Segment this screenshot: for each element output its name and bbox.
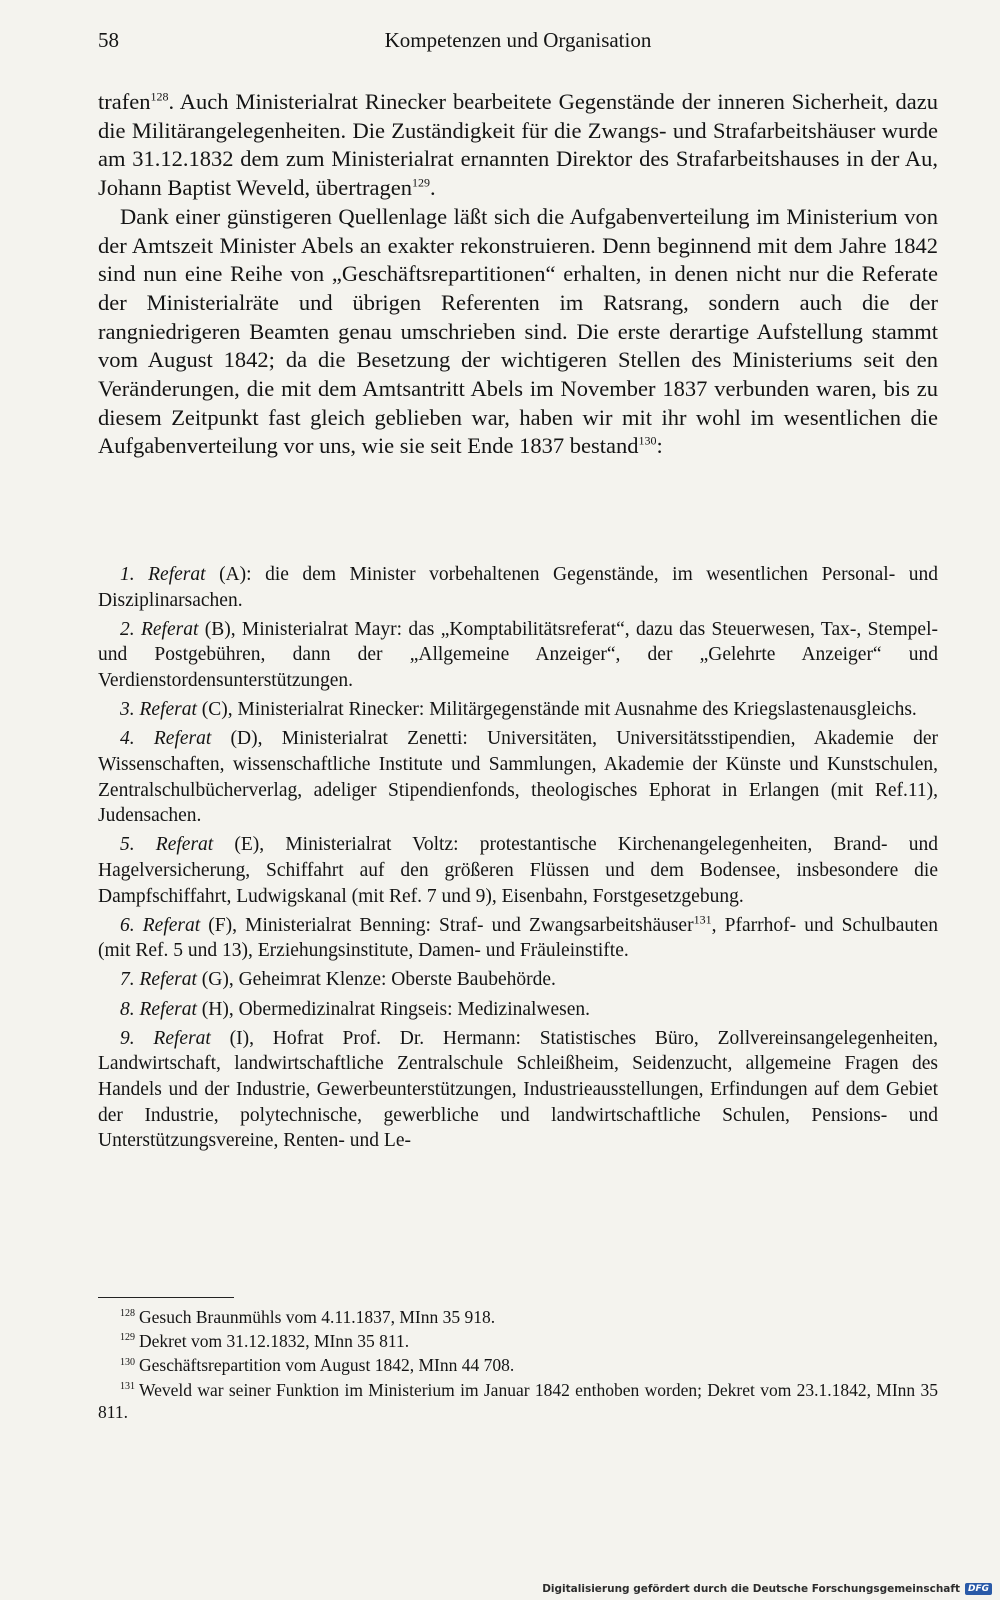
referat-label: 6. Referat <box>120 914 201 936</box>
body-text <box>98 88 938 461</box>
referat-label: 2. Referat <box>120 618 199 640</box>
referat-label: 4. Referat <box>120 728 212 750</box>
referat-item: 6. Referat (F), Ministerialrat Benning: Straf- und Zwangsarbeitshäuser$^{131}$, Pfarrhof- und Schulbauten (mit Ref. 5 und 13), Erziehungsinstitute, Damen- und Fräuleinstifte. <box>98 912 938 962</box>
dfg-logo-icon[interactable]: DFG <box>965 1583 992 1595</box>
referat-label: 9. Referat <box>120 1027 211 1049</box>
footnote-ref-131[interactable]: 131 <box>693 912 712 927</box>
footnote: $^{131}$ Weveld war seiner Funktion im Ministerium im Januar 1842 enthoben worden; Dekret vom 23.1.1842, MInn 35 811. <box>98 1379 938 1423</box>
referate-list <box>98 562 938 1157</box>
referat-item: 8. Referat (H), Obermedizinalrat Ringseis: Medizinalwesen. <box>120 998 591 1020</box>
attribution-text: Digitalisierung gefördert durch die Deutsche Forschungsgemeinschaft <box>542 1583 960 1595</box>
footnote-number: 130 <box>120 1356 135 1368</box>
footnote-ref-130[interactable]: 130 <box>638 433 657 448</box>
page-number: 58 <box>98 28 119 52</box>
paragraph-1: trafen$^{128}$. Auch Ministerialrat Rinecker bearbeitete Gegenstände der inneren Sicherheit, dazu die Militärangelegenheiten. Die Zuständigkeit für die Zwangs- und Strafarbeitshäuser wurde am 31.12.1832 dem zum Ministerialrat ernannten Direktor des Strafarbeitshauses in der Au, Johann Baptist Weveld, übertragen$^{129}$. <box>98 89 938 201</box>
footnote-divider <box>98 1297 234 1298</box>
referat-label: 1. Referat <box>120 564 206 585</box>
referat-label: 3. Referat <box>120 699 197 721</box>
footnotes <box>98 1306 938 1425</box>
referat-item: 3. Referat (C), Ministerialrat Rinecker: Militärgegenstände mit Ausnahme des Kriegslastenausgleichs. <box>120 699 917 721</box>
footnote-number: 129 <box>120 1332 135 1344</box>
footnote-number: 128 <box>120 1308 135 1320</box>
footnote: $^{129}$ Dekret vom 31.12.1832, MInn 35 811. <box>120 1331 410 1352</box>
referat-label: 5. Referat <box>120 834 214 856</box>
referat-label: 7. Referat <box>120 969 197 991</box>
footnote-ref-129[interactable]: 129 <box>411 175 430 190</box>
running-head <box>98 28 938 58</box>
footnote: $^{130}$ Geschäftsrepartition vom August 1842, MInn 44 708. <box>120 1355 515 1376</box>
referat-item: 2. Referat (B), Ministerialrat Mayr: das „Komptabilitätsreferat“, dazu das Steuerwesen, Tax-, Stempel- und Postgebühren, dann der „Allgemeine Anzeiger“, der „Gelehrte Anzeiger“ und Verdienstordensunterstützungen. <box>98 618 938 691</box>
page-title: Kompetenzen und Organisation <box>384 28 652 52</box>
referat-item: 4. Referat (D), Ministerialrat Zenetti: Universitäten, Universitätsstipendien, Akademie der Wissenschaften, wissenschaftliche Institute und Sammlungen, Akademie der Künste und Kunstschulen, Zentralschulbücherverlag, adeliger Stipendienfonds, theologisches Ephorat in Erlangen (mit Ref.11), Judensachen. <box>98 728 938 827</box>
referat-item: 7. Referat (G), Geheimrat Klenze: Oberste Baubehörde. <box>120 969 556 991</box>
referat-label: 8. Referat <box>120 998 197 1020</box>
footnote: $^{128}$ Gesuch Braunmühls vom 4.11.1837, MInn 35 918. <box>120 1307 496 1327</box>
footnote-ref-128[interactable]: 128 <box>150 89 169 104</box>
referat-item: 9. Referat (I), Hofrat Prof. Dr. Hermann: Statistisches Büro, Zollvereinsangelegenheiten, Landwirtschaft, landwirtschaftliche Zentralschule Schleißheim, Seidenzucht, allgemeine Fragen des Handels und der Industrie, Gewerbeunterstützungen, Industrieausstellungen, Erfindungen auf dem Gebiet der Industrie, polytechnische, gewerbliche und landwirtschaftliche Schulen, Pensions- und Unterstützungsvereine, Renten- und Le- <box>98 1027 938 1152</box>
footnote-number: 131 <box>120 1380 135 1392</box>
paragraph-2: Dank einer günstigeren Quellenlage läßt sich die Aufgabenverteilung im Ministerium von der Amtszeit Minister Abels an exakter rekonstruieren. Denn beginnend mit dem Jahre 1842 sind nun eine Reihe von „Geschäftsrepartitionen“ erhalten, in denen nicht nur die Referate der Ministerialräte und übrigen Referenten im Ratsrang, sondern auch die der rangniedrigeren Beamten genau umschrieben sind. Die erste derartige Aufstellung stammt vom August 1842; da die Besetzung der wichtigeren Stellen des Ministeriums seit den Veränderungen, die mit dem Amtsantritt Abels im November 1837 verbunden waren, bis zu diesem Zeitpunkt fast gleich geblieben war, haben wir mit ihr wohl im wesentlichen die Aufgabenverteilung vor uns, wie sie seit Ende 1837 bestand$^{130}$: <box>98 203 938 459</box>
digitization-attribution <box>542 1581 992 1597</box>
referat-item: 1. Referat (A): die dem Minister vorbehaltenen Gegenstände, im wesentlichen Personal- und Disziplinarsachen. <box>98 564 938 611</box>
referat-item: 5. Referat (E), Ministerialrat Voltz: protestantische Kirchenangelegenheiten, Brand- und Hagelversicherung, Schiffahrt auf den größeren Flüssen und dem Bodensee, insbesondere die Dampfschiffahrt, Ludwigskanal (mit Ref. 7 und 9), Eisenbahn, Forstgesetzgebung. <box>98 834 938 907</box>
